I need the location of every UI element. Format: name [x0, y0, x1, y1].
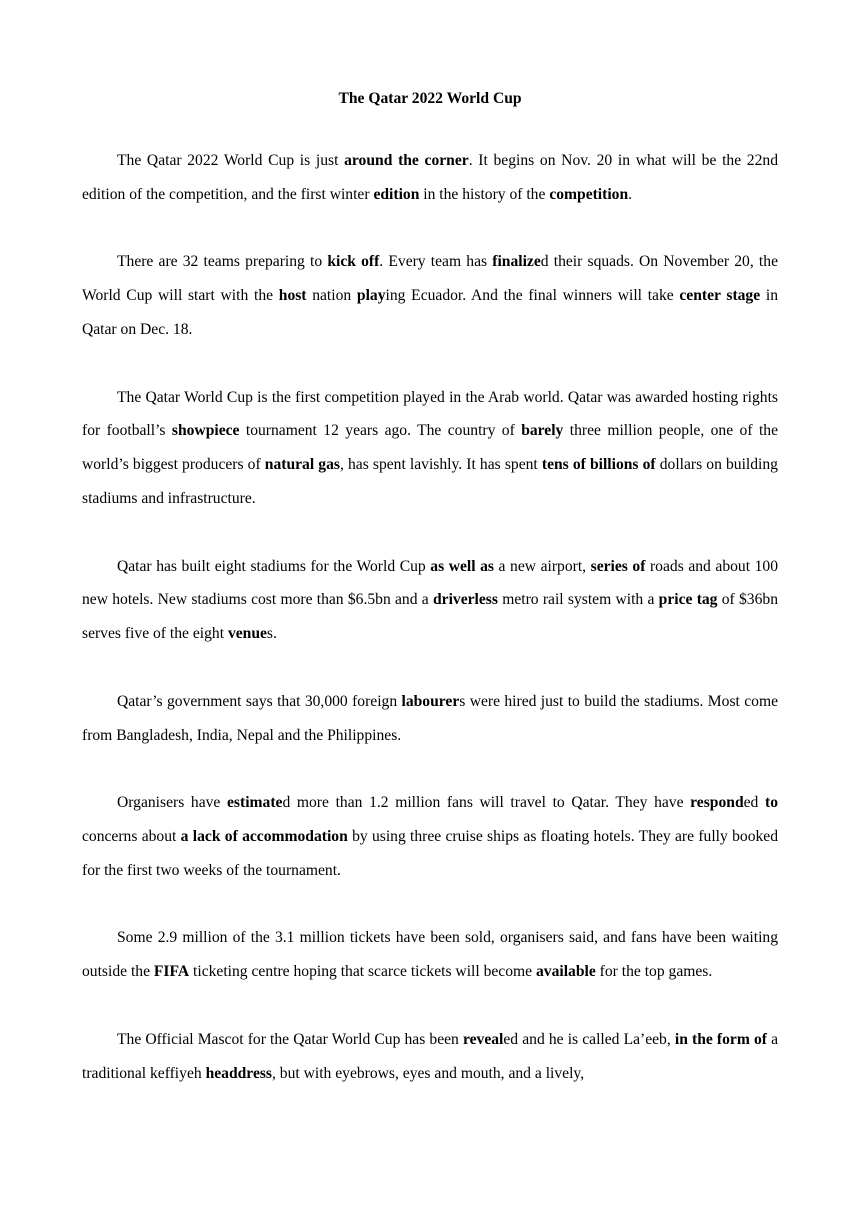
- highlighted-term: series of: [590, 557, 646, 575]
- highlighted-term: reveal: [462, 1030, 504, 1048]
- highlighted-term: kick off: [327, 253, 380, 271]
- highlighted-term: driverless: [432, 591, 498, 609]
- paragraph: [82, 786, 778, 887]
- highlighted-term: around the corner: [344, 152, 469, 169]
- highlighted-term: a lack of accommodation: [180, 827, 348, 845]
- paragraph: [82, 144, 778, 212]
- highlighted-term: as well as: [430, 557, 494, 575]
- text-run: a new airport,: [493, 557, 591, 575]
- text-run: of $36bn serves five of the eight: [82, 591, 778, 643]
- highlighted-term: play: [356, 287, 386, 305]
- text-run: Some 2.9 million of the 3.1 million tickets have been sold, organisers said, and fans have been waiting outside the: [82, 929, 778, 981]
- text-run: , but with eyebrows, eyes and mouth, and a lively,: [272, 1064, 585, 1082]
- text-run: concerns about: [82, 827, 181, 845]
- text-run: by using three cruise ships as floating hotels. They are fully booked for the first two weeks of the tournament.: [82, 827, 779, 879]
- text-run: s.: [266, 625, 277, 643]
- highlighted-term: estimate: [227, 794, 283, 812]
- text-run: The Official Mascot for the Qatar World Cup has been: [117, 1030, 463, 1048]
- highlighted-term: showpiece: [171, 422, 240, 440]
- text-run: Organisers have: [117, 794, 228, 812]
- highlighted-term: respond: [690, 794, 744, 812]
- text-run: There are 32 teams preparing to: [117, 253, 328, 271]
- text-run: nation: [306, 287, 357, 305]
- text-run: Qatar’s government says that 30,000 foreign: [117, 692, 402, 710]
- text-run: The Qatar World Cup is the first competition played in the Arab world. Qatar was awarded hosting rights for football’s: [82, 388, 778, 440]
- paragraph: [82, 550, 778, 651]
- text-run: ticketing centre hoping that scarce tickets will become: [189, 963, 536, 981]
- text-run: The Qatar 2022 World Cup is just: [117, 152, 345, 169]
- paragraph: [82, 245, 778, 346]
- highlighted-term: FIFA: [153, 963, 190, 981]
- text-run: a traditional keffiyeh: [82, 1030, 778, 1082]
- text-run: d more than 1.2 million fans will travel to Qatar. They have: [282, 794, 691, 812]
- text-run: ed and he is called La’eeb,: [503, 1030, 675, 1048]
- document-body: [82, 144, 778, 1090]
- document-page: [82, 88, 778, 1124]
- highlighted-term: to: [765, 794, 778, 812]
- highlighted-term: price tag: [658, 591, 718, 609]
- text-run: in the history of the: [419, 185, 550, 203]
- text-run: dollars on building stadiums and infrastructure.: [82, 456, 778, 507]
- paragraph: [82, 381, 778, 516]
- text-run: . Every team has: [379, 253, 493, 271]
- highlighted-term: headdress: [205, 1064, 272, 1082]
- text-run: Qatar has built eight stadiums for the World Cup: [117, 557, 431, 575]
- text-run: metro rail system with a: [497, 591, 659, 609]
- highlighted-term: barely: [521, 422, 564, 440]
- text-run: s were hired just to build the stadiums. Most come from Bangladesh, India, Nepal and the Philippines.: [82, 692, 778, 744]
- highlighted-term: center stage: [679, 287, 761, 305]
- text-run: roads and about 100 new hotels. New stadiums cost more than $6.5bn and a: [82, 557, 779, 609]
- highlighted-term: host: [278, 287, 307, 305]
- highlighted-term: finalize: [492, 253, 541, 271]
- text-run: tournament 12 years ago. The country of: [239, 422, 522, 440]
- highlighted-term: available: [535, 963, 596, 981]
- paragraph: [82, 1023, 778, 1091]
- text-run: d their squads. On November 20, the World Cup will start with the: [82, 253, 778, 305]
- text-run: for the top games.: [595, 963, 713, 981]
- text-run: ing Ecuador. And the final winners will take: [385, 287, 680, 305]
- highlighted-term: competition: [549, 185, 629, 203]
- paragraph: [82, 685, 778, 753]
- document-title: The Qatar 2022 World Cup: [338, 90, 522, 107]
- text-run: three million people, one of the world’s biggest producers of: [82, 422, 778, 474]
- highlighted-term: labourer: [401, 692, 460, 710]
- highlighted-term: in the form of: [674, 1030, 767, 1048]
- paragraph: [82, 921, 778, 989]
- text-run: .: [628, 185, 633, 203]
- text-run: , has spent lavishly. It has spent: [339, 456, 542, 474]
- highlighted-term: natural gas: [264, 456, 340, 474]
- text-run: ed: [743, 794, 765, 812]
- text-run: in Qatar on Dec. 18.: [82, 287, 779, 338]
- text-run: . It begins on Nov. 20 in what will be the 22nd edition of the competition, and the first winter: [82, 152, 778, 203]
- highlighted-term: edition: [373, 185, 420, 203]
- highlighted-term: tens of billions of: [541, 456, 656, 474]
- highlighted-term: venue: [227, 625, 267, 643]
